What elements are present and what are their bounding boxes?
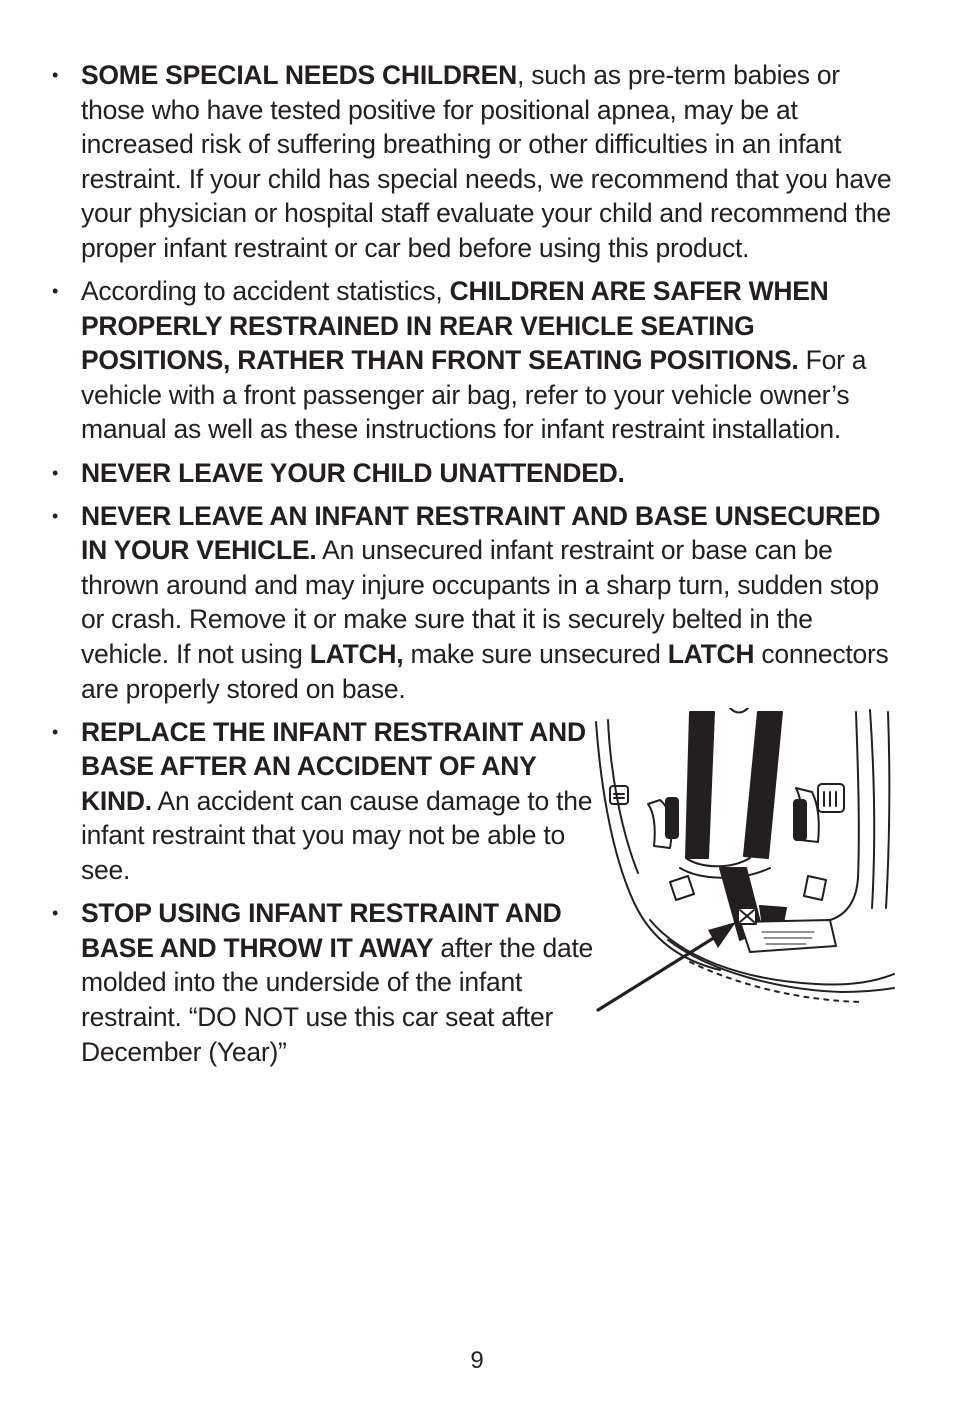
warning-text: , such as pre-term babies or those who have tested positive for positional apnea, may be at increased risk of suffering breathing or other difficulties in an infant restraint. If your child has special needs, we recommend that you have your physician or hospital staff evaluate your child and recommend the proper infant restraint or car bed before using this product. — [81, 60, 892, 263]
warning-text: connectors are properly stored on base. — [81, 639, 889, 704]
warning-unsecured-restraint — [52, 499, 892, 707]
warning-emphasis: NEVER LEAVE YOUR CHILD UNATTENDED. — [81, 457, 625, 488]
warning-rear-seating — [52, 274, 892, 447]
warning-special-needs — [52, 58, 892, 266]
warning-emphasis: STOP USING INFANT RESTRAINT AND BASE AND THROW IT AWAY — [81, 898, 562, 963]
bullet-icon: • — [52, 65, 59, 85]
warning-emphasis: SOME SPECIAL NEEDS CHILDREN — [81, 60, 517, 90]
latch-term: LATCH, — [309, 639, 404, 669]
warning-emphasis: CHILDREN ARE SAFER WHEN PROPERLY RESTRAINED IN REAR VEHICLE SEATING POSITIONS, RATHER THAN FRONT SEATING POSITIONS. — [81, 276, 829, 376]
warning-emphasis: NEVER LEAVE AN INFANT RESTRAINT AND BASE UNSECURED IN YOUR VEHICLE. — [81, 500, 881, 566]
warning-replace-after-accident — [52, 715, 596, 888]
bullet-icon: • — [52, 505, 59, 526]
bullet-icon: • — [52, 903, 59, 924]
warning-text: An unsecured infant restraint or base can be thrown around and may injure occupants in a sharp turn, sudden stop or crash. Remove it or make sure that it is securely belted in the vehicle. If not using — [81, 535, 879, 669]
latch-term: LATCH — [667, 639, 755, 669]
page-number: 9 — [470, 1347, 484, 1374]
bullet-icon: • — [52, 721, 59, 742]
bullet-icon: • — [52, 281, 59, 302]
warning-text: For a vehicle with a front passenger air bag, refer to your vehicle owner’s manual as well as these instructions for infant restraint installation. — [81, 345, 867, 445]
warning-text: after the date molded into the underside of the infant restraint. “DO NOT use this car seat after December (Year)” — [81, 932, 594, 1067]
warning-text: According to accident statistics, — [81, 276, 450, 307]
car-seat-underside-date-label-illustration — [590, 708, 896, 1020]
warning-text: make sure unsecured — [403, 639, 668, 669]
warning-text: An accident can cause damage to the infant restraint that you may not be able to see. — [81, 785, 593, 886]
warning-unattended — [52, 456, 892, 491]
warning-emphasis: REPLACE THE INFANT RESTRAINT AND BASE AFTER AN ACCIDENT OF ANY KIND. — [81, 716, 586, 816]
bullet-icon: • — [52, 462, 59, 483]
warning-expiration-date — [52, 896, 596, 1069]
